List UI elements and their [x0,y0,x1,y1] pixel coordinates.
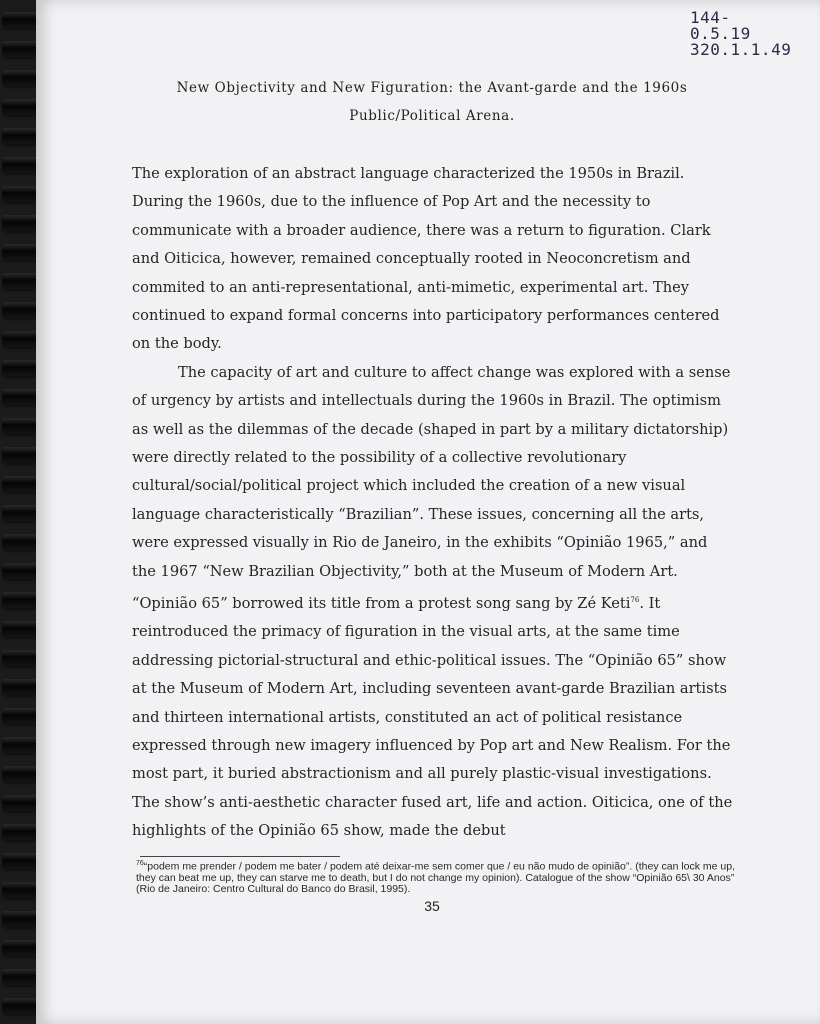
title-line-2: Public/Political Arena. [349,108,515,124]
paragraph-1: The exploration of an abstract language characterized the 1950s in Brazil. During the 1960s, due to the influence of Pop Art and the necessity to communicate with a broader audience, there was a return to figuration. Clark and Oiticica, however, remained conceptually rooted in Neoconcretism and commited to an anti-representational, anti-mimetic, experimental art. They continued to expand formal concerns into participatory performances centered on the body. [132,165,720,353]
footnote-text: “podem me prender / podem me bater / podem até deixar-me sem comer que / eu não mudo de opinião”. (they can lock me up, they can beat me up, they can starve me to death, but I do not change my opinion). Catalogue of the show “Opinião 65\ 30 Anos” (Rio de Janeiro: Centro Cultural do Banco do Brasil, 1995). [136,860,736,895]
handwritten-line-2: 320.1.1.49 [690,40,792,59]
footnote [136,858,740,895]
footnote-number: 76 [136,860,144,867]
page-number: 35 [424,898,440,914]
section-title [60,74,804,130]
paragraph-2 [132,359,734,846]
title-line-1: New Objectivity and New Figuration: the Avant-garde and the 1960s [176,80,688,96]
handwritten-line-1: 144-0.5.19 [690,8,751,43]
footnote-reference[interactable]: 76 [630,596,640,605]
body-text [132,160,734,846]
paragraph-2-part-b: . It reintroduced the primacy of figuration in the visual arts, at the same time addressing pictorial-structural and ethic-political issues. The “Opinião 65” show at the Museum of Modern Art, including seventeen avant-garde Brazilian artists and thirteen international artists, constituted an act of political resistance expressed through new imagery influenced by Pop art and New Realism. For the most part, it buried abstractionism and all purely plastic-visual investigations. The show’s anti-aesthetic character fused art, life and action. Oiticica, one of the highlights of the Opinião 65 show, made the debut [132,594,733,840]
handwritten-catalog-number [690,10,790,58]
footnote-divider [140,856,340,857]
paragraph-2-part-a: The capacity of art and culture to affect change was explored with a sense of urgency by artists and intellectuals during the 1960s in Brazil. The optimism as well as the dilemmas of the decade (shaped in part by a military dictatorship) were directly related to the possibility of a collective revolutionary cultural/social/political project which included the creation of a new visual language characteristically “Brazilian”. These issues, concerning all the arts, were expressed visually in Rio de Janeiro, in the exhibits “Opinião 1965,” and the 1967 “New Brazilian Objectivity,” both at the Museum of Modern Art. “Opinião 65” borrowed its title from a protest song sang by Zé Keti [132,363,731,612]
